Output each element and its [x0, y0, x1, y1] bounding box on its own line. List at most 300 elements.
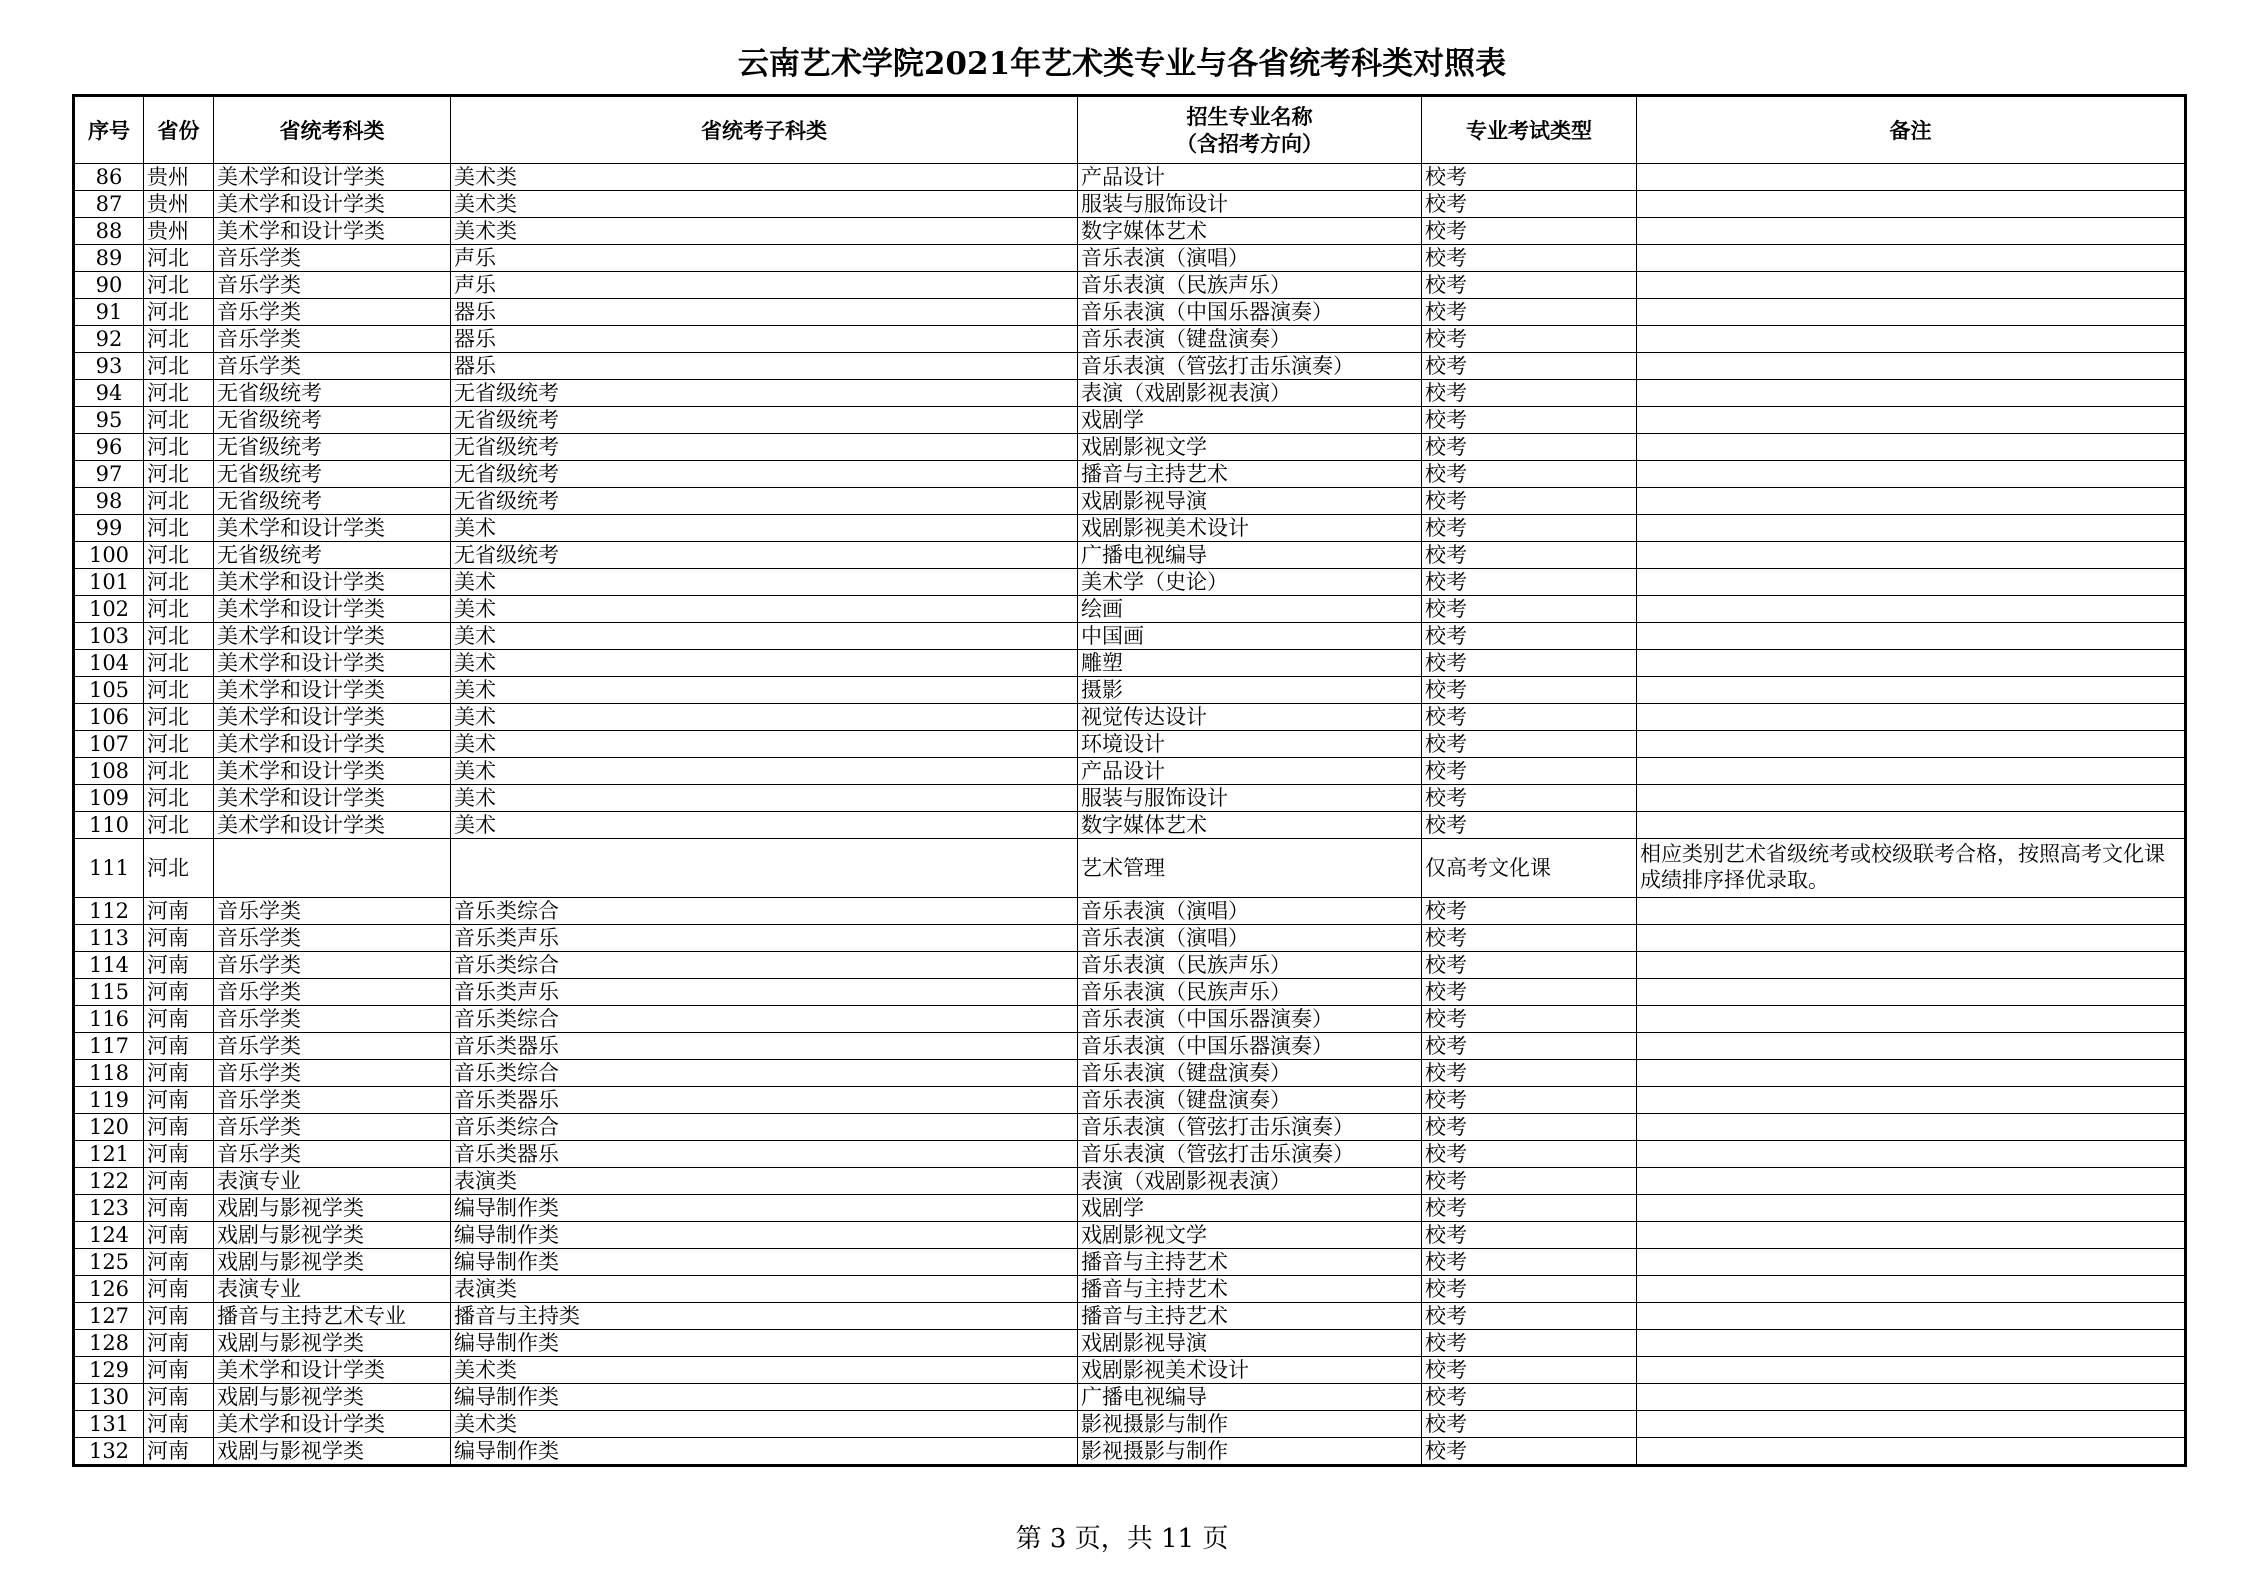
cell-subcategory: 编导制作类 [451, 1222, 1078, 1249]
cell-category: 美术学和设计学类 [214, 515, 451, 542]
cell-major: 数字媒体艺术 [1078, 812, 1422, 839]
cell-remark [1637, 898, 2186, 925]
table-row [74, 812, 2186, 839]
cell-remark [1637, 1357, 2186, 1384]
cell-seq: 121 [74, 1141, 144, 1168]
cell-subcategory: 音乐类器乐 [451, 1033, 1078, 1060]
cell-province: 河北 [144, 812, 214, 839]
cell-exam-type: 校考 [1422, 785, 1637, 812]
cell-province: 河南 [144, 1087, 214, 1114]
table-row [74, 1195, 2186, 1222]
table-row [74, 1222, 2186, 1249]
cell-major: 音乐表演（键盘演奏） [1078, 1087, 1422, 1114]
cell-category: 美术学和设计学类 [214, 164, 451, 191]
cell-major: 播音与主持艺术 [1078, 1276, 1422, 1303]
table-row [74, 952, 2186, 979]
cell-seq: 125 [74, 1249, 144, 1276]
cell-seq: 91 [74, 299, 144, 326]
cell-major: 音乐表演（演唱） [1078, 245, 1422, 272]
cell-category: 音乐学类 [214, 299, 451, 326]
cell-exam-type: 校考 [1422, 191, 1637, 218]
table-row [74, 380, 2186, 407]
cell-remark [1637, 1249, 2186, 1276]
table-body [74, 164, 2186, 1466]
cell-seq: 123 [74, 1195, 144, 1222]
cell-major: 音乐表演（键盘演奏） [1078, 326, 1422, 353]
cell-province: 河北 [144, 245, 214, 272]
comparison-table [72, 94, 2187, 1467]
cell-province: 河南 [144, 1222, 214, 1249]
cell-province: 河南 [144, 952, 214, 979]
table-row [74, 272, 2186, 299]
cell-province: 河南 [144, 979, 214, 1006]
cell-province: 河北 [144, 326, 214, 353]
cell-category: 美术学和设计学类 [214, 623, 451, 650]
cell-seq: 92 [74, 326, 144, 353]
cell-remark [1637, 785, 2186, 812]
cell-seq: 99 [74, 515, 144, 542]
cell-category: 音乐学类 [214, 245, 451, 272]
cell-major: 音乐表演（演唱） [1078, 898, 1422, 925]
cell-major: 产品设计 [1078, 164, 1422, 191]
cell-seq: 109 [74, 785, 144, 812]
cell-province: 河南 [144, 1276, 214, 1303]
cell-major: 雕塑 [1078, 650, 1422, 677]
cell-remark: 相应类别艺术省级统考或校级联考合格，按照高考文化课成绩排序择优录取。 [1637, 839, 2186, 898]
cell-category: 美术学和设计学类 [214, 677, 451, 704]
cell-seq: 128 [74, 1330, 144, 1357]
cell-remark [1637, 596, 2186, 623]
cell-remark [1637, 380, 2186, 407]
header-seq: 序号 [74, 96, 144, 164]
cell-subcategory: 编导制作类 [451, 1330, 1078, 1357]
cell-province: 河北 [144, 461, 214, 488]
cell-major: 戏剧学 [1078, 407, 1422, 434]
cell-exam-type: 校考 [1422, 704, 1637, 731]
cell-seq: 104 [74, 650, 144, 677]
cell-subcategory: 音乐类声乐 [451, 979, 1078, 1006]
cell-subcategory: 器乐 [451, 353, 1078, 380]
cell-subcategory: 美术 [451, 596, 1078, 623]
cell-major: 音乐表演（键盘演奏） [1078, 1060, 1422, 1087]
cell-category: 无省级统考 [214, 488, 451, 515]
cell-major: 播音与主持艺术 [1078, 461, 1422, 488]
cell-exam-type: 仅高考文化课 [1422, 839, 1637, 898]
cell-exam-type: 校考 [1422, 569, 1637, 596]
cell-seq: 105 [74, 677, 144, 704]
cell-seq: 127 [74, 1303, 144, 1330]
cell-province: 贵州 [144, 191, 214, 218]
table-row [74, 839, 2186, 898]
cell-exam-type: 校考 [1422, 925, 1637, 952]
cell-remark [1637, 326, 2186, 353]
cell-seq: 132 [74, 1438, 144, 1466]
cell-subcategory: 音乐类器乐 [451, 1087, 1078, 1114]
cell-subcategory: 音乐类综合 [451, 1114, 1078, 1141]
cell-remark [1637, 542, 2186, 569]
cell-seq: 96 [74, 434, 144, 461]
cell-exam-type: 校考 [1422, 1438, 1637, 1466]
cell-province: 河南 [144, 1357, 214, 1384]
cell-remark [1637, 488, 2186, 515]
cell-seq: 103 [74, 623, 144, 650]
table-row [74, 515, 2186, 542]
cell-remark [1637, 1195, 2186, 1222]
cell-exam-type: 校考 [1422, 898, 1637, 925]
cell-subcategory: 美术 [451, 677, 1078, 704]
table-row [74, 191, 2186, 218]
table-row [74, 1357, 2186, 1384]
cell-exam-type: 校考 [1422, 1249, 1637, 1276]
cell-seq: 118 [74, 1060, 144, 1087]
cell-seq: 107 [74, 731, 144, 758]
cell-major: 音乐表演（演唱） [1078, 925, 1422, 952]
cell-exam-type: 校考 [1422, 461, 1637, 488]
cell-subcategory: 美术 [451, 515, 1078, 542]
cell-remark [1637, 461, 2186, 488]
cell-category: 美术学和设计学类 [214, 1411, 451, 1438]
cell-category: 表演专业 [214, 1276, 451, 1303]
table-row [74, 731, 2186, 758]
cell-seq: 94 [74, 380, 144, 407]
cell-category: 戏剧与影视学类 [214, 1330, 451, 1357]
cell-seq: 86 [74, 164, 144, 191]
cell-seq: 88 [74, 218, 144, 245]
cell-seq: 89 [74, 245, 144, 272]
table-row [74, 1141, 2186, 1168]
cell-exam-type: 校考 [1422, 218, 1637, 245]
cell-remark [1637, 1222, 2186, 1249]
cell-major: 中国画 [1078, 623, 1422, 650]
cell-exam-type: 校考 [1422, 326, 1637, 353]
table-row [74, 1384, 2186, 1411]
cell-major: 戏剧影视导演 [1078, 1330, 1422, 1357]
cell-exam-type: 校考 [1422, 1006, 1637, 1033]
cell-major: 音乐表演（民族声乐） [1078, 952, 1422, 979]
table-row [74, 979, 2186, 1006]
table-row [74, 898, 2186, 925]
cell-province: 河北 [144, 623, 214, 650]
cell-category: 戏剧与影视学类 [214, 1195, 451, 1222]
cell-subcategory: 美术 [451, 623, 1078, 650]
cell-exam-type: 校考 [1422, 1195, 1637, 1222]
cell-province: 河南 [144, 1168, 214, 1195]
cell-remark [1637, 677, 2186, 704]
cell-major: 广播电视编导 [1078, 542, 1422, 569]
cell-exam-type: 校考 [1422, 979, 1637, 1006]
cell-category: 无省级统考 [214, 407, 451, 434]
cell-subcategory: 表演类 [451, 1168, 1078, 1195]
table-row [74, 1060, 2186, 1087]
cell-remark [1637, 272, 2186, 299]
cell-major: 数字媒体艺术 [1078, 218, 1422, 245]
cell-province: 河北 [144, 272, 214, 299]
cell-seq: 87 [74, 191, 144, 218]
header-major-line1: 招生专业名称 [1186, 104, 1313, 129]
cell-subcategory: 表演类 [451, 1276, 1078, 1303]
cell-remark [1637, 1114, 2186, 1141]
cell-seq: 111 [74, 839, 144, 898]
cell-subcategory: 美术类 [451, 191, 1078, 218]
cell-remark [1637, 353, 2186, 380]
cell-category: 音乐学类 [214, 898, 451, 925]
cell-exam-type: 校考 [1422, 1384, 1637, 1411]
cell-exam-type: 校考 [1422, 1357, 1637, 1384]
table-row [74, 677, 2186, 704]
cell-seq: 101 [74, 569, 144, 596]
cell-category: 美术学和设计学类 [214, 191, 451, 218]
cell-remark [1637, 812, 2186, 839]
cell-major: 戏剧影视美术设计 [1078, 1357, 1422, 1384]
cell-province: 河北 [144, 299, 214, 326]
cell-category: 音乐学类 [214, 1006, 451, 1033]
cell-province: 河南 [144, 1195, 214, 1222]
cell-subcategory: 音乐类器乐 [451, 1141, 1078, 1168]
table-header-row [74, 96, 2186, 164]
cell-category: 音乐学类 [214, 1060, 451, 1087]
cell-exam-type: 校考 [1422, 1114, 1637, 1141]
cell-major: 表演（戏剧影视表演） [1078, 380, 1422, 407]
cell-category: 播音与主持艺术专业 [214, 1303, 451, 1330]
cell-remark [1637, 1276, 2186, 1303]
cell-exam-type: 校考 [1422, 515, 1637, 542]
cell-province: 河北 [144, 407, 214, 434]
cell-subcategory: 音乐类声乐 [451, 925, 1078, 952]
cell-category: 美术学和设计学类 [214, 785, 451, 812]
table-row [74, 1330, 2186, 1357]
header-subcategory: 省统考子科类 [451, 96, 1078, 164]
header-major [1078, 96, 1422, 164]
cell-subcategory: 声乐 [451, 272, 1078, 299]
cell-subcategory: 编导制作类 [451, 1249, 1078, 1276]
cell-category: 美术学和设计学类 [214, 731, 451, 758]
cell-remark [1637, 1087, 2186, 1114]
cell-subcategory: 美术 [451, 812, 1078, 839]
cell-subcategory: 器乐 [451, 299, 1078, 326]
cell-major: 音乐表演（管弦打击乐演奏） [1078, 1141, 1422, 1168]
cell-exam-type: 校考 [1422, 380, 1637, 407]
cell-remark [1637, 1168, 2186, 1195]
cell-seq: 112 [74, 898, 144, 925]
cell-exam-type: 校考 [1422, 245, 1637, 272]
table-row [74, 218, 2186, 245]
cell-province: 河北 [144, 839, 214, 898]
cell-exam-type: 校考 [1422, 758, 1637, 785]
cell-subcategory: 声乐 [451, 245, 1078, 272]
cell-province: 河南 [144, 1330, 214, 1357]
table-row [74, 1303, 2186, 1330]
cell-category: 无省级统考 [214, 434, 451, 461]
cell-remark [1637, 1384, 2186, 1411]
cell-subcategory: 美术 [451, 758, 1078, 785]
cell-major: 美术学（史论） [1078, 569, 1422, 596]
cell-exam-type: 校考 [1422, 596, 1637, 623]
cell-exam-type: 校考 [1422, 1330, 1637, 1357]
cell-category [214, 839, 451, 898]
cell-subcategory: 音乐类综合 [451, 1006, 1078, 1033]
cell-province: 河南 [144, 1411, 214, 1438]
cell-category: 音乐学类 [214, 1033, 451, 1060]
cell-remark [1637, 569, 2186, 596]
cell-major: 戏剧学 [1078, 1195, 1422, 1222]
cell-subcategory: 编导制作类 [451, 1438, 1078, 1466]
cell-category: 音乐学类 [214, 326, 451, 353]
cell-exam-type: 校考 [1422, 407, 1637, 434]
cell-major: 戏剧影视美术设计 [1078, 515, 1422, 542]
cell-province: 河北 [144, 704, 214, 731]
cell-province: 河南 [144, 898, 214, 925]
cell-major: 摄影 [1078, 677, 1422, 704]
table-row [74, 1114, 2186, 1141]
cell-category: 音乐学类 [214, 272, 451, 299]
cell-subcategory: 美术 [451, 731, 1078, 758]
cell-category: 美术学和设计学类 [214, 650, 451, 677]
table-row [74, 758, 2186, 785]
cell-category: 美术学和设计学类 [214, 569, 451, 596]
cell-category: 音乐学类 [214, 979, 451, 1006]
table-row [74, 434, 2186, 461]
cell-exam-type: 校考 [1422, 731, 1637, 758]
cell-major: 音乐表演（中国乐器演奏） [1078, 1006, 1422, 1033]
cell-province: 河北 [144, 569, 214, 596]
cell-major: 戏剧影视导演 [1078, 488, 1422, 515]
cell-province: 贵州 [144, 218, 214, 245]
cell-remark [1637, 1303, 2186, 1330]
cell-subcategory: 无省级统考 [451, 407, 1078, 434]
cell-province: 河北 [144, 542, 214, 569]
page-footer: 第 3 页，共 11 页 [1015, 1524, 1229, 1554]
cell-subcategory: 音乐类综合 [451, 898, 1078, 925]
cell-seq: 120 [74, 1114, 144, 1141]
cell-category: 音乐学类 [214, 353, 451, 380]
cell-seq: 102 [74, 596, 144, 623]
cell-exam-type: 校考 [1422, 1060, 1637, 1087]
table-row [74, 353, 2186, 380]
cell-seq: 129 [74, 1357, 144, 1384]
cell-province: 河北 [144, 785, 214, 812]
cell-province: 河南 [144, 1114, 214, 1141]
cell-remark [1637, 299, 2186, 326]
cell-remark [1637, 245, 2186, 272]
cell-seq: 98 [74, 488, 144, 515]
cell-category: 戏剧与影视学类 [214, 1249, 451, 1276]
cell-category: 戏剧与影视学类 [214, 1222, 451, 1249]
cell-subcategory: 美术类 [451, 218, 1078, 245]
cell-province: 河北 [144, 596, 214, 623]
table-row [74, 650, 2186, 677]
header-remark: 备注 [1637, 96, 2186, 164]
cell-category: 美术学和设计学类 [214, 596, 451, 623]
cell-category: 音乐学类 [214, 1141, 451, 1168]
cell-seq: 117 [74, 1033, 144, 1060]
table-row [74, 488, 2186, 515]
table-row [74, 245, 2186, 272]
table-row [74, 1276, 2186, 1303]
cell-subcategory: 编导制作类 [451, 1195, 1078, 1222]
cell-seq: 119 [74, 1087, 144, 1114]
table-row [74, 704, 2186, 731]
table-row [74, 569, 2186, 596]
cell-seq: 126 [74, 1276, 144, 1303]
cell-exam-type: 校考 [1422, 299, 1637, 326]
cell-province: 河北 [144, 731, 214, 758]
cell-remark [1637, 623, 2186, 650]
table-row [74, 1168, 2186, 1195]
cell-major: 服装与服饰设计 [1078, 785, 1422, 812]
cell-major: 音乐表演（管弦打击乐演奏） [1078, 1114, 1422, 1141]
cell-province: 河南 [144, 1033, 214, 1060]
cell-province: 河北 [144, 380, 214, 407]
cell-major: 音乐表演（民族声乐） [1078, 272, 1422, 299]
cell-remark [1637, 758, 2186, 785]
cell-exam-type: 校考 [1422, 1141, 1637, 1168]
cell-category: 戏剧与影视学类 [214, 1438, 451, 1466]
cell-category: 戏剧与影视学类 [214, 1384, 451, 1411]
cell-exam-type: 校考 [1422, 1276, 1637, 1303]
table-row [74, 785, 2186, 812]
cell-remark [1637, 164, 2186, 191]
cell-exam-type: 校考 [1422, 1222, 1637, 1249]
cell-remark [1637, 1033, 2186, 1060]
cell-category: 无省级统考 [214, 461, 451, 488]
cell-remark [1637, 218, 2186, 245]
cell-remark [1637, 1006, 2186, 1033]
cell-seq: 110 [74, 812, 144, 839]
cell-remark [1637, 979, 2186, 1006]
cell-seq: 106 [74, 704, 144, 731]
cell-subcategory: 编导制作类 [451, 1384, 1078, 1411]
cell-remark [1637, 704, 2186, 731]
table-row [74, 1411, 2186, 1438]
table-row [74, 164, 2186, 191]
cell-subcategory [451, 839, 1078, 898]
cell-exam-type: 校考 [1422, 952, 1637, 979]
cell-province: 河南 [144, 925, 214, 952]
cell-remark [1637, 515, 2186, 542]
cell-remark [1637, 731, 2186, 758]
cell-subcategory: 美术类 [451, 164, 1078, 191]
cell-exam-type: 校考 [1422, 812, 1637, 839]
cell-major: 产品设计 [1078, 758, 1422, 785]
cell-exam-type: 校考 [1422, 1303, 1637, 1330]
cell-province: 河南 [144, 1384, 214, 1411]
cell-category: 无省级统考 [214, 542, 451, 569]
cell-subcategory: 无省级统考 [451, 380, 1078, 407]
cell-seq: 115 [74, 979, 144, 1006]
cell-remark [1637, 434, 2186, 461]
table-row [74, 925, 2186, 952]
cell-province: 河南 [144, 1303, 214, 1330]
cell-major: 音乐表演（中国乐器演奏） [1078, 1033, 1422, 1060]
cell-exam-type: 校考 [1422, 353, 1637, 380]
cell-remark [1637, 1141, 2186, 1168]
cell-category: 音乐学类 [214, 1087, 451, 1114]
table-row [74, 1438, 2186, 1466]
cell-exam-type: 校考 [1422, 488, 1637, 515]
cell-remark [1637, 191, 2186, 218]
cell-seq: 114 [74, 952, 144, 979]
cell-category: 美术学和设计学类 [214, 758, 451, 785]
cell-province: 河北 [144, 677, 214, 704]
cell-seq: 122 [74, 1168, 144, 1195]
table-row [74, 542, 2186, 569]
cell-remark [1637, 1060, 2186, 1087]
table-row [74, 1087, 2186, 1114]
cell-subcategory: 播音与主持类 [451, 1303, 1078, 1330]
cell-category: 美术学和设计学类 [214, 704, 451, 731]
cell-remark [1637, 1411, 2186, 1438]
header-exam-type: 专业考试类型 [1422, 96, 1637, 164]
